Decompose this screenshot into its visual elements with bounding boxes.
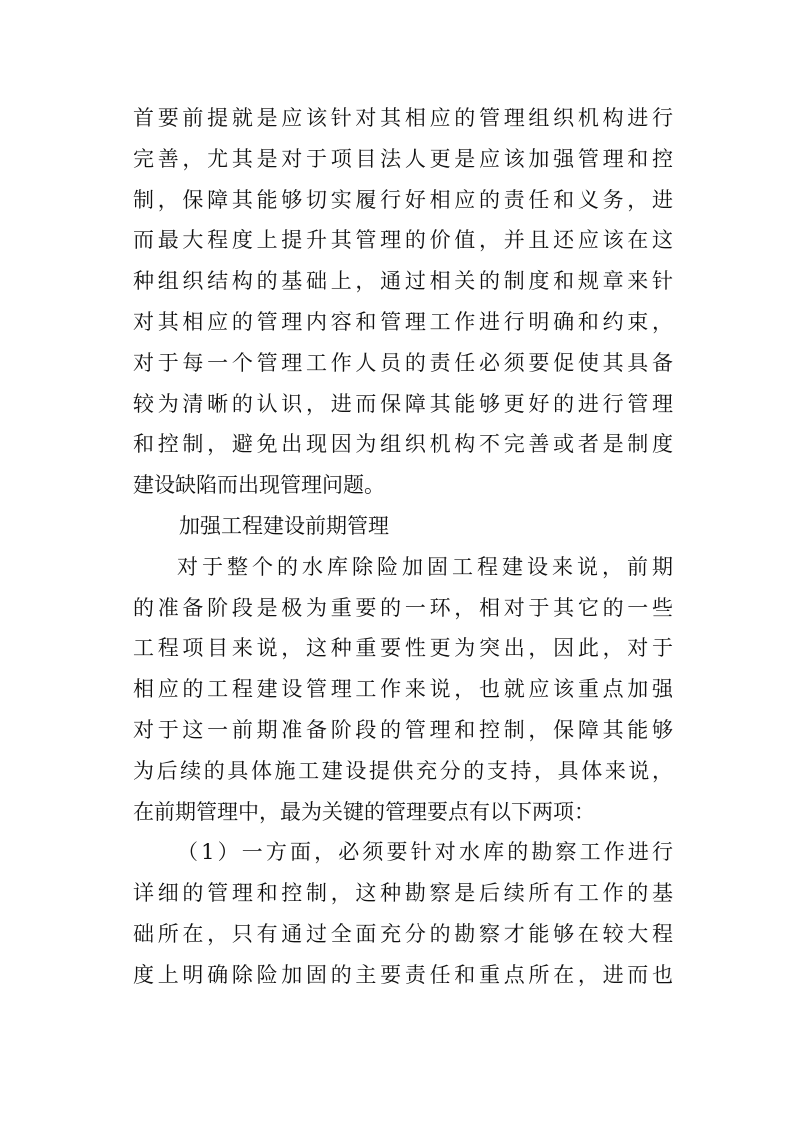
text-line-2: 完善，尤其是对于项目法人更是应该加强管理和控: [133, 146, 673, 171]
text-line-3: 制，保障其能够切实履行好相应的责任和义务，进: [133, 187, 673, 212]
text-line-1: 首要前提就是应该针对其相应的管理组织机构进行: [133, 106, 673, 130]
text-line-10: 建设缺陷而出现管理问题。: [133, 473, 385, 498]
text-line-14: 工程项目来说，这种重要性更为突出，因此，对于: [133, 636, 673, 661]
text-line-8: 较为清晰的认识，进而保障其能够更好的进行管理: [133, 391, 673, 416]
text-line-17: 为后续的具体施工建设提供充分的支持，具体来说，: [133, 758, 673, 783]
body-text: [133, 98, 673, 996]
text-line-6: 对其相应的管理内容和管理工作进行明确和约束，: [133, 309, 673, 334]
text-line-9: 和控制，避免出现因为组织机构不完善或者是制度: [133, 432, 673, 457]
text-line-13: 的准备阶段是极为重要的一环，相对于其它的一些: [133, 595, 673, 620]
text-line-20: 详细的管理和控制，这种勘察是后续所有工作的基: [133, 881, 673, 906]
text-line-22: 度上明确除险加固的主要责任和重点所在，进而也: [133, 962, 673, 987]
text-line-18: 在前期管理中，最为关键的管理要点有以下两项：: [133, 799, 595, 824]
text-line-19: （1）一方面，必须要针对水库的勘察工作进行: [177, 840, 673, 865]
text-line-4: 而最大程度上提升其管理的价值，并且还应该在这: [133, 228, 673, 253]
text-line-5: 种组织结构的基础上，通过相关的制度和规章来针: [133, 269, 673, 294]
text-line-21: 础所在，只有通过全面充分的勘察才能够在较大程: [133, 921, 673, 946]
text-line-7: 对于每一个管理工作人员的责任必须要促使其具备: [133, 350, 673, 375]
text-line-15: 相应的工程建设管理工作来说，也就应该重点加强: [133, 677, 673, 702]
text-line-16: 对于这一前期准备阶段的管理和控制，保障其能够: [133, 717, 673, 742]
text-line-12: 对于整个的水库除险加固工程建设来说，前期: [177, 554, 673, 579]
section-heading: 加强工程建设前期管理: [179, 513, 389, 538]
